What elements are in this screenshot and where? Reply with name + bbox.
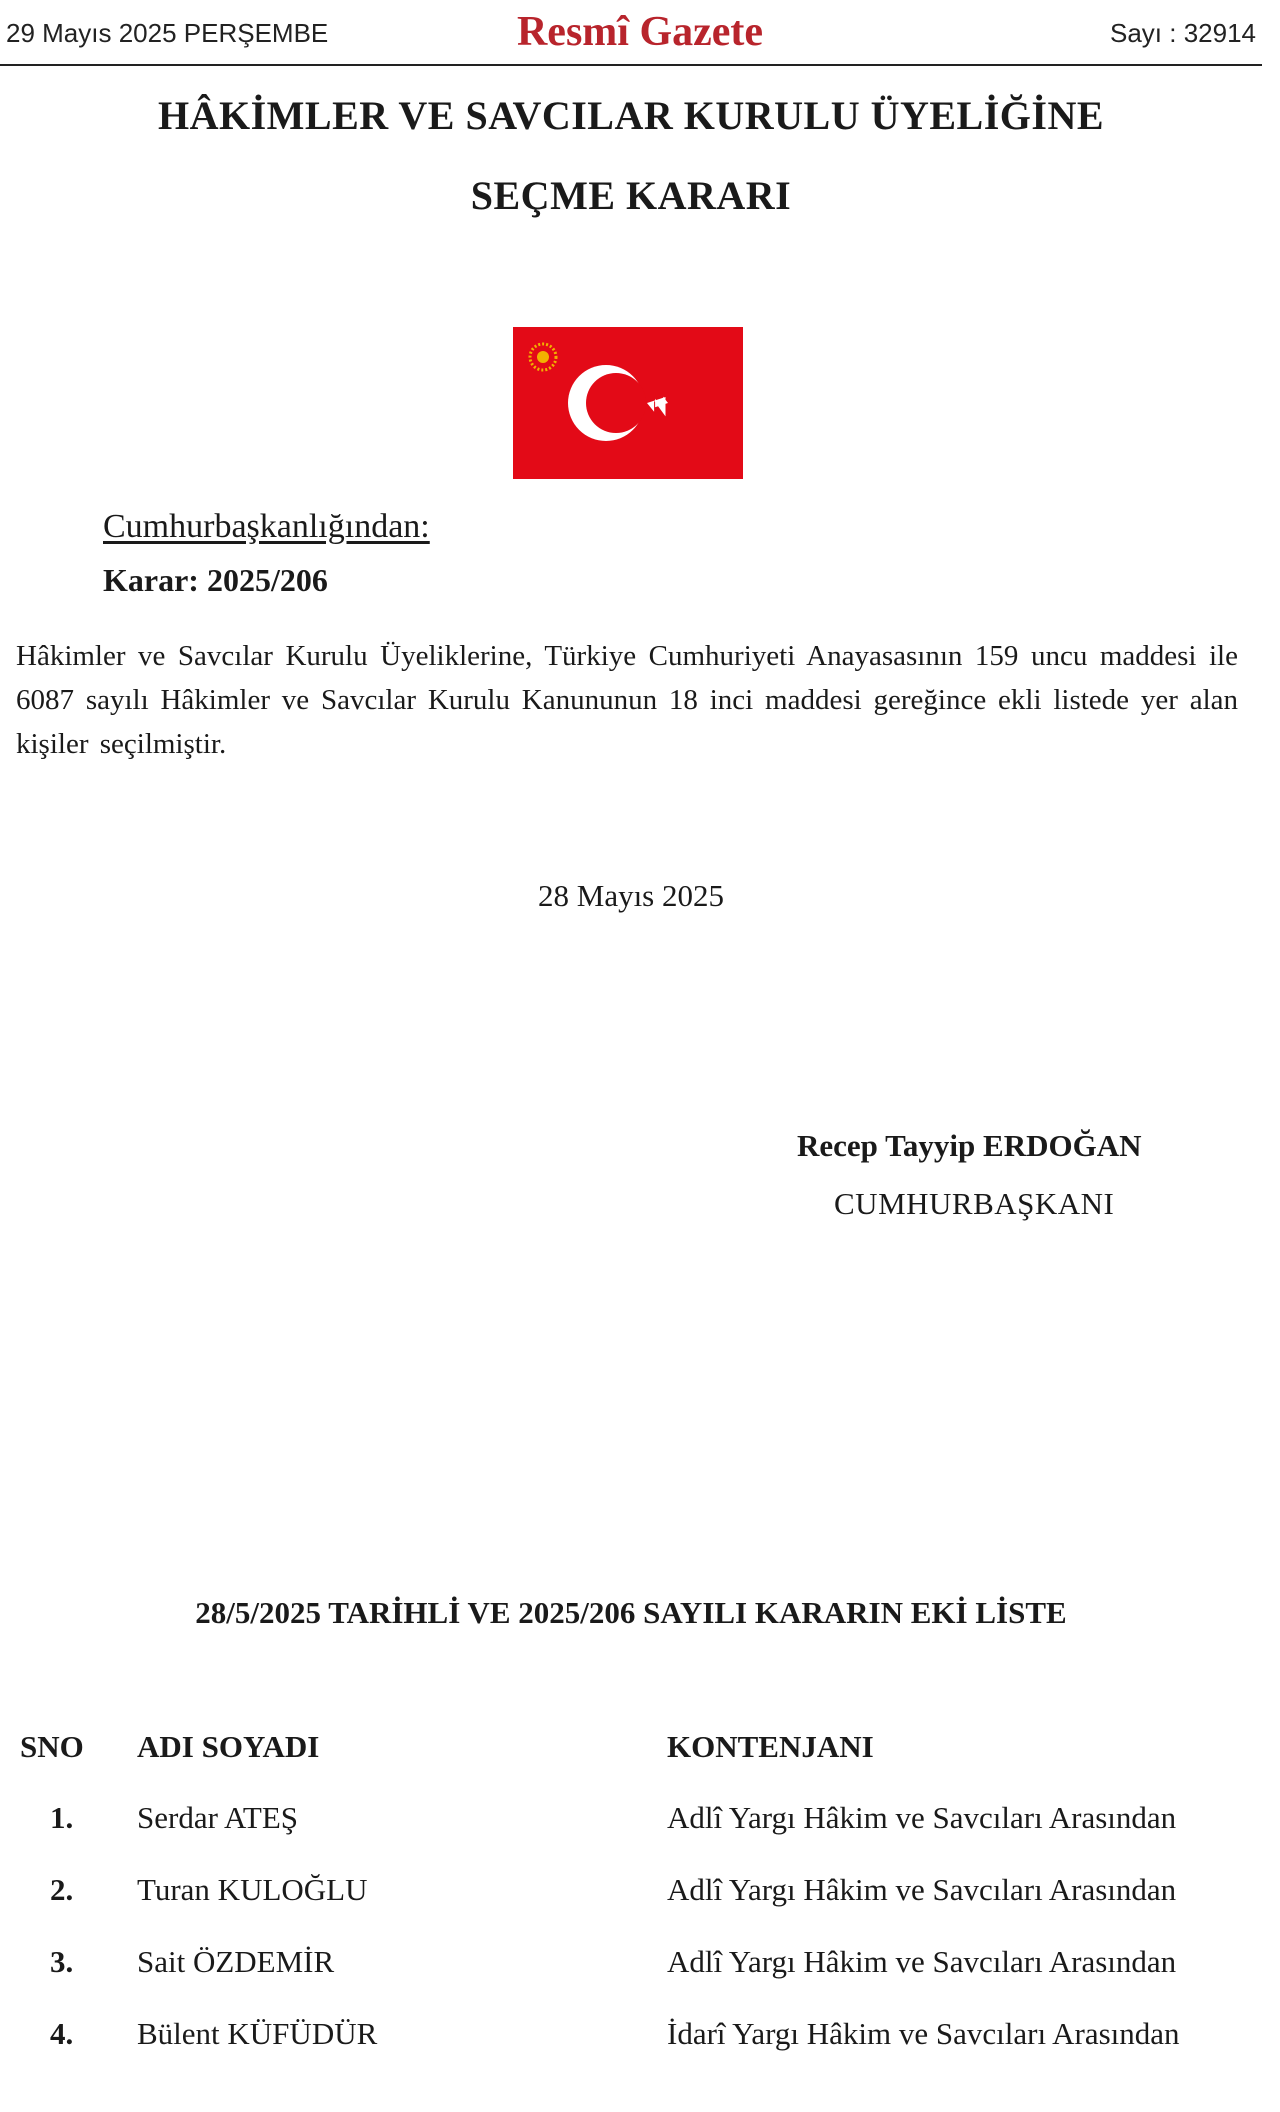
row-name: Turan KULOĞLU <box>137 1872 368 1907</box>
issue-number: Sayı : 32914 <box>1110 18 1256 48</box>
issuer-heading: Cumhurbaşkanlığından: <box>103 508 430 545</box>
row-quota: Adlî Yargı Hâkim ve Savcıları Arasından <box>667 1944 1177 1979</box>
row-name: Bülent KÜFÜDÜR <box>137 2016 378 2051</box>
row-sno: 2. <box>50 1872 74 1907</box>
table-row <box>0 1944 1280 1994</box>
row-quota: Adlî Yargı Hâkim ve Savcıları Arasından <box>667 1872 1177 1907</box>
signer-name: Recep Tayyip ERDOĞAN <box>797 1128 1142 1163</box>
turkish-flag-icon <box>513 327 743 479</box>
page-title-line1: HÂKİMLER VE SAVCILAR KURULU ÜYELİĞİNE <box>157 93 1105 138</box>
signer-title: CUMHURBAŞKANI <box>834 1186 1115 1221</box>
table-row <box>0 2016 1280 2066</box>
table-row <box>0 1800 1280 1850</box>
table-row <box>0 1872 1280 1922</box>
column-header-sno: SNO <box>20 1729 84 1764</box>
page-title-line2: SEÇME KARARI <box>470 173 792 218</box>
row-sno: 1. <box>50 1800 74 1835</box>
row-name: Serdar ATEŞ <box>137 1800 299 1835</box>
decision-number: Karar: 2025/206 <box>103 562 328 598</box>
publication-title: Resmî Gazete <box>516 9 764 55</box>
annex-title: 28/5/2025 TARİHLİ VE 2025/206 SAYILI KARARIN EKİ LİSTE <box>195 1595 1067 1630</box>
decision-date: 28 Mayıs 2025 <box>538 878 724 913</box>
decision-body: Hâkimler ve Savcılar Kurulu Üyeliklerine, Türkiye Cumhuriyeti Anayasasının 159 uncu maddesi ile 6087 sayılı Hâkimler ve Savcılar Kurulu Kanununun 18 inci maddesi gereğince ekli listede yer alan kişiler seçilmiştir. <box>16 640 1238 760</box>
column-header-quota: KONTENJANI <box>667 1729 874 1764</box>
header-divider <box>0 64 1262 66</box>
column-header-name: ADI SOYADI <box>137 1729 320 1764</box>
row-quota: Adlî Yargı Hâkim ve Savcıları Arasından <box>667 1800 1177 1835</box>
row-quota: İdarî Yargı Hâkim ve Savcıları Arasından <box>667 2016 1180 2051</box>
row-sno: 3. <box>50 1944 74 1979</box>
row-sno: 4. <box>50 2016 74 2051</box>
row-name: Sait ÖZDEMİR <box>137 1944 335 1979</box>
header-date: 29 Mayıs 2025 PERŞEMBE <box>6 18 329 48</box>
